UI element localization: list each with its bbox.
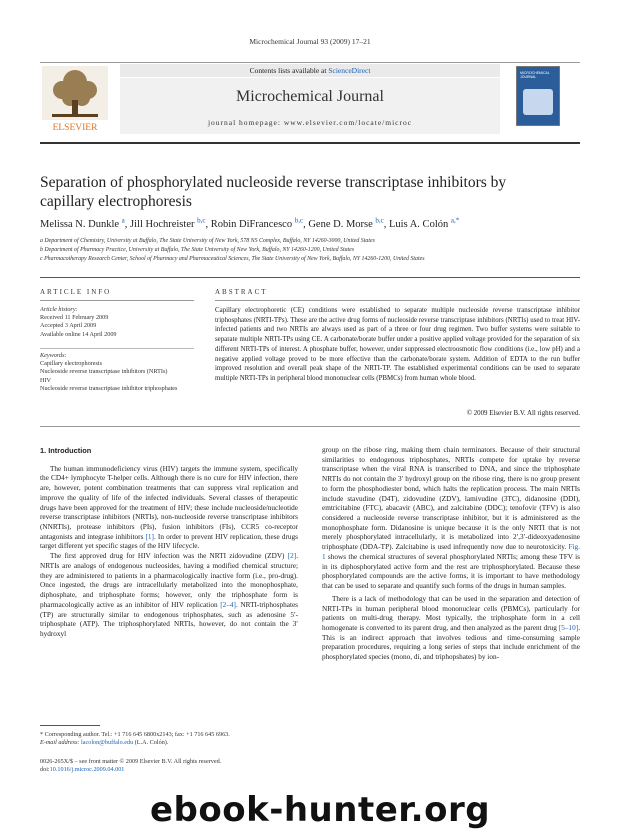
- doi-link[interactable]: 10.1016/j.microc.2009.04.001: [49, 766, 125, 774]
- email-line: E-mail address: lacolon@buffalo.edu (L.A. Colón).: [40, 739, 169, 747]
- body-rule: [40, 426, 580, 427]
- intro-paragraph-1: The human immunodeficiency virus (HIV) targets the immune system, specifically the CD4+ lymphocyte T-helper cells. Although there is no cure for HIV infection, there are, however, potent combination treatments that can suppress viral replication and improve the quality of life of the infected individuals. Several classes of therapeutic drugs have been approved for the treatment of HIV; these include nucleoside/nucleotide reverse transcriptase inhibitors (NRTIs), non-nucleoside reverse transcriptase inhibitors (NNRTIs), protease inhibitors (PIs), fusion inhibitors (FIs), CCR5 co-receptor antagonists and integrase inhibitors [1]. In order to prevent HIV replication, these drugs target different yet specific stages of the HIV lifecycle.: [40, 464, 298, 551]
- email-link[interactable]: lacolon@buffalo.edu: [81, 739, 134, 747]
- publisher-name: ELSEVIER: [52, 123, 98, 133]
- footnote-rule: [40, 725, 100, 726]
- contents-line: [120, 64, 500, 77]
- elsevier-logo: [40, 64, 110, 134]
- author-5: Luis A. Colón $^{a,*}$: [389, 216, 460, 230]
- article-history: [40, 306, 194, 339]
- keyword-1: Capillary electrophoresis: [40, 360, 103, 368]
- author-list: [40, 216, 580, 230]
- journal-cover: [516, 66, 560, 126]
- affiliation-c: c Pharmacotherapy Research Center, School of Pharmacy and Pharmaceutical Sciences, The State University of New York, Buffalo, NY 14260-1200, United States: [40, 256, 425, 262]
- history-received: Received 11 February 2009: [40, 314, 109, 322]
- ref-1-link[interactable]: [1]: [145, 532, 154, 541]
- watermark: ebook-hunter.org: [150, 790, 491, 830]
- header-bottom-rule: [40, 142, 580, 144]
- history-label: Article history:: [40, 306, 78, 313]
- cover-image: [523, 89, 553, 115]
- keywords: [40, 352, 194, 393]
- intro-paragraph-2: The first approved drug for HIV infection was the NRTI zidovudine (ZDV) [2]. NRTIs are analogs of endogenous nucleosides, having a modified chemical structure; they are administered to patients in a pharmacologically inactive form (i.e., pro-drug). Once ingested, the drugs are intracellularly metabolized into the monophosphate, diphosphate, and triphosphate forms; however, only the triphosphate form is pharmacologically active as an inhibitor of HIV replication [2–4]. NRTI-triphosphates (TP) are structurally similar to endogenous triphosphates, such as adenosine 5′-triphosphate (ATP). The triphosphorylated NRTIs, however, do not contain the 3′ hydroxyl: [40, 552, 299, 638]
- author-4: Gene D. Morse $^{b,c}$,: [308, 216, 390, 230]
- journal-citation: Microchemical Journal 93 (2009) 17–21: [249, 37, 371, 46]
- author-3: Robin DiFrancesco $^{b,c}$,: [210, 216, 309, 230]
- article-info-heading: ARTICLE INFO: [40, 288, 112, 296]
- issn-line: 0026-265X/$ – see front matter © 2009 Elsevier B.V. All rights reserved.: [40, 758, 222, 765]
- corresponding-contact: * Corresponding author. Tel.: +1 716 645 6800x2143; fax: +1 716 645 6963.: [40, 731, 230, 738]
- body-right-column: [322, 446, 580, 663]
- corresponding-author-footnote: [40, 731, 298, 748]
- intro-paragraph-3: group on the ribose ring, making them chain terminators. Because of their structural similarities to endogenous triphosphates, NRTIs compete for uptake by reverse transcriptase when the viral RNA is transcribed to DNA, and since the triphosphate NRTIs do not contain the 3′ hydroxyl group on the ribose ring, there is no group present to form the phosphodiester bond, which halts the replication process. The main NRTIs include stavudine (D4T), zidovudine (ZDV), lamivudine (3TC), didanosine (DDI), emtricitabine (FTC), abacavir (ABC), and zalcitabine (DDC); tenofovir (TFV) is also considered a nucleoside reverse transcriptase inhibitor, but it is administered as the monophosphate form. Didanosine is unique because it is the only NRTI that is not merely phosphorylated intracellularly, it is metabolized into 2′,3′-dideoxyadenosine triphosphate (DDA-TP). Zalcitabine is used infrequently now due to neurotoxicity. Fig. 1 shows the chemical structures of several phosphorylated NRTIs; among these TFV is in its diphosphorylated active form and the rest are triphosphorylated. Because these phosphorylated compounds are the active forms, it is important to have methodology that can be used to separate and quantify such forms of the drugs in human samples.: [322, 446, 580, 591]
- abstract-copyright: © 2009 Elsevier B.V. All rights reserved.: [466, 410, 580, 417]
- abstract-text: Capillary electrophoretic (CE) conditions were established to separate multiple nucleoside reverse transcriptase inhibitor triphosphates (NRTI-TPs). These are the active drug forms of nucleoside reverse transcriptase inhibitors (NRTIs) used to treat HIV-infected patients and two NRTIs are always used as part of a three or four drug regimen. Two buffer systems were suitable to separate multiple NRTI-TPs using CE. A carbonate/borate buffer under a positive applied voltage provided for the separation of six different NRTI-TPs of interest. A phosphate buffer, however, under suppressed electroosmotic flow conditions (i.e., low pH) and a negative applied voltage proved to be more effective than the carbonate/borate system. Addition of EDTA to the run buffer improved resolution and overall peak shape of the NRTI-TP. The established experimental conditions can be used to separate multiple NRTI-TPs in peripheral blood mononuclear cells (PBMCs) from human whole blood.: [215, 307, 580, 382]
- contents-prefix: Contents lists available at: [249, 66, 329, 75]
- cover-title: MICROCHEMICAL JOURNAL: [520, 71, 550, 80]
- intro-heading: 1. Introduction: [40, 446, 92, 455]
- history-accepted: Accepted 3 April 2009: [40, 322, 97, 330]
- ref-2-4-link[interactable]: [2–4]: [220, 600, 236, 609]
- abstract-rule: [215, 300, 580, 301]
- author-1: Melissa N. Dunkle $^a$,: [40, 216, 131, 230]
- article-title: Separation of phosphorylated nucleoside reverse transcriptase inhibitors by capillary electrophoresis: [40, 174, 507, 210]
- fig-1-link[interactable]: Fig. 1: [322, 543, 580, 561]
- section-rule: [40, 277, 580, 278]
- history-online: Available online 14 April 2009: [40, 330, 117, 338]
- keywords-label: Keywords:: [40, 352, 67, 359]
- affiliation-b: b Department of Pharmacy Practice, University at Buffalo, The State University of New York, Buffalo, NY 14260-1200, United States: [40, 247, 355, 253]
- body-left-column: [40, 446, 298, 640]
- intro-paragraph-4: There is a lack of methodology that can be used in the separation and detection of NRTI-TPs in human peripheral blood mononuclear cells (PBMCs), particularly for patients on multi-drug therapy. Most typically, the triphosphate form in a cell homogenate is converted to its parent drug, and then analyzed as the parent drug [5–10]. This is an indirect approach that involves tedious and time-consuming sample preparation procedures, requiring a long series of steps that include enrichment of the phosphorylated species (mono, di, and triphopshates) by ion-: [322, 594, 580, 662]
- author-2: Jill Hochreister $^{b,c}$,: [130, 216, 211, 230]
- info-divider: [40, 348, 194, 349]
- journal-homepage[interactable]: journal homepage: www.elsevier.com/locate/microc: [207, 118, 413, 127]
- doi-line: doi:10.1016/j.microc.2009.04.001: [40, 766, 125, 774]
- keyword-2: Nucleoside reverse transcriptase inhibitors (NRTIs): [40, 368, 168, 376]
- ref-2-link[interactable]: [2]: [287, 552, 297, 561]
- article-info-rule: [40, 300, 194, 301]
- affiliation-a: a Department of Chemistry, University at Buffalo, The State University of New York, 578 NS Complex, Buffalo, NY 14260-3000, United States: [40, 238, 375, 244]
- journal-title: Microchemical Journal: [236, 88, 384, 105]
- keyword-3: HIV: [40, 376, 51, 384]
- sciencedirect-link[interactable]: ScienceDirect: [328, 66, 371, 75]
- keyword-4: Nucleoside reverse transcriptase inhibitor triphosphates: [40, 384, 178, 392]
- issn-doi: [40, 758, 298, 775]
- abstract-heading: ABSTRACT: [215, 288, 268, 296]
- ref-5-10-link[interactable]: [5–10]: [558, 623, 579, 632]
